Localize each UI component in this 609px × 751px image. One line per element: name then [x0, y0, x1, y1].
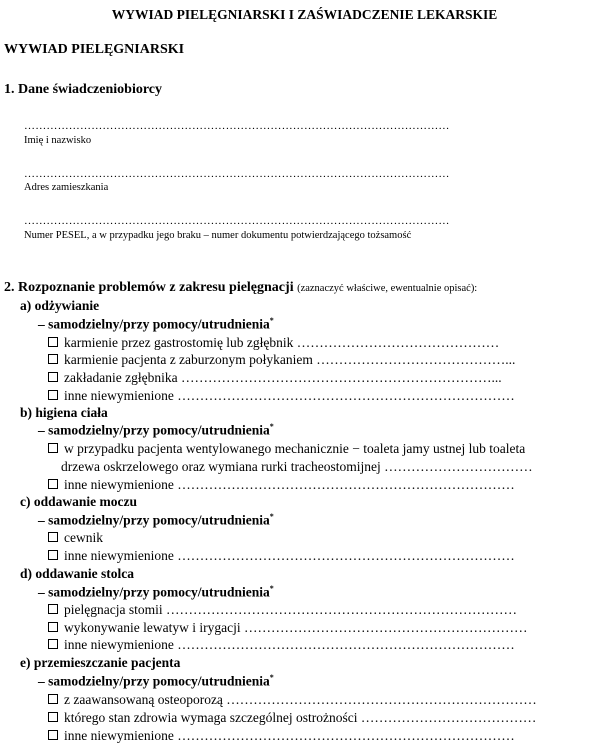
option-e2[interactable]: którego stan zdrowia wymaga szczególnej ostrożności …………………………………	[48, 710, 536, 726]
option-d3[interactable]: inne niewymienione …………………………………………………………………	[48, 637, 515, 653]
checkbox[interactable]	[48, 604, 58, 614]
section-heading: WYWIAD PIELĘGNIARSKI	[4, 42, 185, 57]
option-d1[interactable]: pielęgnacja stomii ……………………………………………………………………	[48, 602, 517, 618]
checkbox[interactable]	[48, 390, 58, 400]
option-c2[interactable]: inne niewymienione …………………………………………………………………	[48, 548, 515, 564]
section2-number: 2.	[4, 280, 15, 295]
pesel-field-dots[interactable]: ……………………………………………………………………………………………………	[24, 215, 450, 227]
section1-number: 1.	[4, 82, 15, 97]
section1-label: Dane świadczeniobiorcy	[18, 82, 163, 97]
subsection-e-label: e) przemieszczanie pacjenta	[20, 655, 181, 670]
checkbox[interactable]	[48, 639, 58, 649]
subsection-d-label: d) oddawanie stolca	[20, 566, 135, 581]
checkbox[interactable]	[48, 550, 58, 560]
option-b1-cont: drzewa oskrzelowego oraz wymiana rurki tracheostomijnej ……………………………	[61, 459, 533, 474]
option-a4[interactable]: inne niewymienione …………………………………………………………………	[48, 388, 515, 404]
subsection-b-question: – samodzielny/przy pomocy/utrudnienia*	[38, 422, 274, 438]
name-field-caption: Imię i nazwisko	[24, 135, 92, 146]
subsection-e-question: – samodzielny/przy pomocy/utrudnienia*	[38, 673, 274, 689]
document-title: WYWIAD PIELĘGNIARSKI I ZAŚWIADCZENIE LEKARSKIE	[111, 7, 498, 22]
checkbox[interactable]	[48, 730, 58, 740]
checkbox[interactable]	[48, 479, 58, 489]
section2-label: Rozpoznanie problemów z zakresu pielęgnacji	[18, 280, 294, 295]
section2-note: (zaznaczyć właściwe, ewentualnie opisać):	[297, 283, 478, 294]
option-e3[interactable]: inne niewymienione …………………………………………………………………	[48, 728, 515, 744]
address-field-dots[interactable]: ……………………………………………………………………………………………………	[24, 168, 450, 180]
option-b1[interactable]: w przypadku pacjenta wentylowanego mechanicznie − toaleta jamy ustnej lub toaleta	[48, 441, 525, 457]
subsection-a-question: – samodzielny/przy pomocy/utrudnienia*	[38, 316, 274, 332]
option-b2[interactable]: inne niewymienione …………………………………………………………………	[48, 477, 515, 493]
section2-title	[4, 280, 477, 296]
option-a1[interactable]: karmienie przez gastrostomię lub zgłębnik ………………………………………	[48, 335, 499, 351]
checkbox[interactable]	[48, 354, 58, 364]
option-a3[interactable]: zakładanie zgłębnika ……………………………………………………………...	[48, 370, 502, 386]
subsection-c-label: c) oddawanie moczu	[20, 494, 137, 509]
checkbox[interactable]	[48, 443, 58, 453]
checkbox[interactable]	[48, 712, 58, 722]
checkbox[interactable]	[48, 372, 58, 382]
name-field-dots[interactable]: ……………………………………………………………………………………………………	[24, 120, 450, 132]
checkbox[interactable]	[48, 337, 58, 347]
option-e1[interactable]: z zaawansowaną osteoporozą ……………………………………………………………	[48, 692, 537, 708]
option-a2[interactable]: karmienie pacjenta z zaburzonym połykaniem ……………………………………...	[48, 352, 515, 368]
address-field-caption: Adres zamieszkania	[24, 182, 109, 193]
section1-title	[4, 82, 162, 98]
subsection-a-label: a) odżywianie	[20, 298, 100, 313]
subsection-b-label: b) higiena ciała	[20, 405, 108, 420]
subsection-d-question: – samodzielny/przy pomocy/utrudnienia*	[38, 584, 274, 600]
checkbox[interactable]	[48, 622, 58, 632]
option-c1[interactable]: cewnik	[48, 530, 103, 546]
checkbox[interactable]	[48, 694, 58, 704]
subsection-c-question: – samodzielny/przy pomocy/utrudnienia*	[38, 512, 274, 528]
option-d2[interactable]: wykonywanie lewatyw i irygacji ………………………………………………………	[48, 620, 527, 636]
pesel-field-caption: Numer PESEL, a w przypadku jego braku – numer dokumentu potwierdzającego tożsamość	[24, 230, 412, 241]
checkbox[interactable]	[48, 532, 58, 542]
